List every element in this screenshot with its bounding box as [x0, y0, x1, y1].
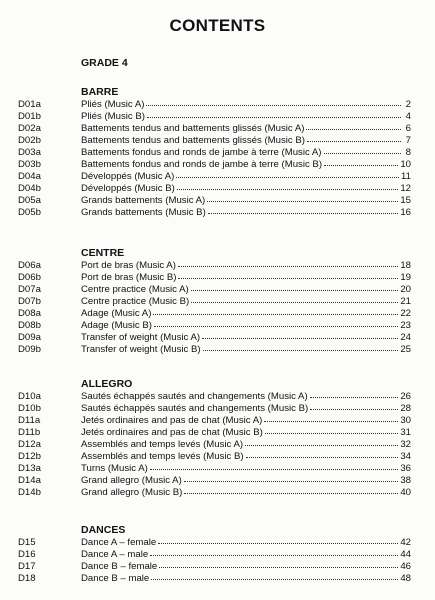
section-heading: BARRE [81, 86, 119, 98]
dot-leader [324, 145, 402, 154]
entry-code: D06a [18, 260, 41, 271]
entry-title: Adage (Music A) [81, 308, 152, 319]
page-number: 36 [400, 463, 411, 474]
entry-title: Port de bras (Music B) [81, 272, 177, 283]
dot-leader [184, 485, 398, 494]
entry-title: Jetés ordinaires and pas de chat (Music A) [81, 415, 263, 426]
page-number: 25 [400, 344, 411, 355]
page-number: 11 [401, 171, 411, 182]
entry-code: D17 [18, 561, 36, 572]
dot-leader [178, 270, 398, 279]
entry-code: D10b [18, 403, 41, 414]
dot-leader [264, 413, 398, 422]
entry-code: D03a [18, 147, 41, 158]
page-number: 22 [400, 308, 411, 319]
entry-code: D09b [18, 344, 41, 355]
toc-row[interactable] [0, 206, 435, 220]
page-number: 6 [405, 123, 411, 134]
dot-leader [310, 401, 398, 410]
entry-title: Grands battements (Music A) [81, 195, 206, 206]
entry-code: D12a [18, 439, 41, 450]
dot-leader [265, 425, 398, 434]
entry-code: D08b [18, 320, 41, 331]
page-number: 44 [400, 549, 411, 560]
entry-title: Grand allegro (Music A) [81, 475, 182, 486]
toc-entry [81, 343, 411, 356]
entry-code: D07b [18, 296, 41, 307]
page-number: 4 [405, 111, 411, 122]
page-number: 20 [400, 284, 411, 295]
toc-entry [81, 206, 411, 219]
entry-title: Battements fondus and ronds de jambe à terre (Music A) [81, 147, 322, 158]
page-number: 26 [400, 391, 411, 402]
entry-code: D12b [18, 451, 41, 462]
entry-title: Dance B – female [81, 561, 158, 572]
entry-title: Grands battements (Music B) [81, 207, 206, 218]
entry-title: Transfer of weight (Music A) [81, 332, 201, 343]
page-number: 18 [400, 260, 411, 271]
entry-code: D02a [18, 123, 41, 134]
dot-leader [147, 109, 401, 118]
entry-title: Sautés échappés sautés and changements (Music B) [81, 403, 309, 414]
page-number: 24 [400, 332, 411, 343]
dot-leader [191, 294, 398, 303]
entry-code: D13a [18, 463, 41, 474]
entry-code: D15 [18, 537, 36, 548]
section-heading: DANCES [81, 524, 126, 536]
toc-entry [81, 572, 411, 585]
dot-leader [159, 559, 398, 568]
entry-code: D08a [18, 308, 41, 319]
entry-title: Développés (Music A) [81, 171, 175, 182]
dot-leader [176, 169, 399, 178]
dot-leader [324, 157, 398, 166]
page-number: 31 [400, 427, 411, 438]
toc-entry [81, 486, 411, 499]
dot-leader [245, 437, 398, 446]
entry-code: D01b [18, 111, 41, 122]
page-number: 8 [405, 147, 411, 158]
entry-title: Sautés échappés sautés and changements (Music A) [81, 391, 308, 402]
entry-code: D04a [18, 171, 41, 182]
dot-leader [202, 330, 398, 339]
dot-leader [307, 133, 401, 142]
dot-leader [151, 571, 398, 580]
page-number: 16 [400, 207, 411, 218]
page-number: 10 [400, 159, 411, 170]
entry-code: D16 [18, 549, 36, 560]
page-number: 23 [400, 320, 411, 331]
entry-title: Adage (Music B) [81, 320, 152, 331]
page-number: 19 [400, 272, 411, 283]
page-number: 2 [405, 99, 411, 110]
entry-title: Centre practice (Music B) [81, 296, 190, 307]
entry-code: D11b [18, 427, 41, 438]
dot-leader [310, 389, 399, 398]
dot-leader [184, 473, 399, 482]
entry-title: Jetés ordinaires and pas de chat (Music B) [81, 427, 263, 438]
entry-code: D02b [18, 135, 41, 146]
page-number: 7 [405, 135, 411, 146]
entry-code: D05a [18, 195, 41, 206]
dot-leader [150, 547, 398, 556]
toc-row[interactable] [0, 486, 435, 500]
entry-code: D11a [18, 415, 41, 426]
dot-leader [306, 121, 401, 130]
grade-heading: GRADE 4 [81, 57, 128, 69]
entry-title: Pliés (Music A) [81, 99, 145, 110]
page-number: 32 [400, 439, 411, 450]
entry-title: Dance A – male [81, 549, 149, 560]
entry-title: Assemblés and temps levés (Music A) [81, 439, 244, 450]
entry-code: D18 [18, 573, 36, 584]
dot-leader [178, 258, 398, 267]
dot-leader [208, 205, 399, 214]
entry-title: Battements tendus and battements glissés (Music A) [81, 123, 305, 134]
dot-leader [150, 461, 399, 470]
section-heading: ALLEGRO [81, 378, 133, 390]
page-number: 15 [400, 195, 411, 206]
entry-code: D10a [18, 391, 41, 402]
entry-title: Assemblés and temps levés (Music B) [81, 451, 244, 462]
dot-leader [191, 282, 399, 291]
dot-leader [246, 449, 399, 458]
dot-leader [154, 318, 398, 327]
toc-row[interactable] [0, 343, 435, 357]
page-title: CONTENTS [169, 16, 266, 35]
entry-title: Battements fondus and ronds de jambe à terre (Music B) [81, 159, 323, 170]
entry-code: D03b [18, 159, 41, 170]
page-number: 21 [400, 296, 411, 307]
page-number: 46 [400, 561, 411, 572]
page-number: 12 [400, 183, 411, 194]
dot-leader [207, 193, 398, 202]
entry-title: Pliés (Music B) [81, 111, 145, 122]
entry-title: Dance A – female [81, 537, 157, 548]
entry-title: Développés (Music B) [81, 183, 175, 194]
dot-leader [146, 97, 401, 106]
page-number: 34 [400, 451, 411, 462]
entry-code: D04b [18, 183, 41, 194]
entry-code: D14b [18, 487, 41, 498]
page-number: 38 [400, 475, 411, 486]
entry-title: Grand allegro (Music B) [81, 487, 183, 498]
entry-title: Centre practice (Music A) [81, 284, 189, 295]
page-number: 48 [400, 573, 411, 584]
page-number: 40 [400, 487, 411, 498]
entry-code: D06b [18, 272, 41, 283]
entry-title: Dance B – male [81, 573, 150, 584]
entry-code: D14a [18, 475, 41, 486]
entry-title: Battements tendus and battements glissés (Music B) [81, 135, 305, 146]
dot-leader [158, 535, 398, 544]
entry-code: D09a [18, 332, 41, 343]
entry-title: Turns (Music A) [81, 463, 148, 474]
entry-code: D07a [18, 284, 41, 295]
dot-leader [203, 342, 399, 351]
page-number: 42 [400, 537, 411, 548]
entry-title: Transfer of weight (Music B) [81, 344, 201, 355]
dot-leader [153, 306, 398, 315]
dot-leader [177, 181, 398, 190]
section-heading: CENTRE [81, 247, 125, 259]
entry-code: D05b [18, 207, 41, 218]
page-number: 30 [400, 415, 411, 426]
entry-code: D01a [18, 99, 41, 110]
page-number: 28 [400, 403, 411, 414]
entry-title: Port de bras (Music A) [81, 260, 176, 271]
toc-row[interactable] [0, 572, 435, 586]
